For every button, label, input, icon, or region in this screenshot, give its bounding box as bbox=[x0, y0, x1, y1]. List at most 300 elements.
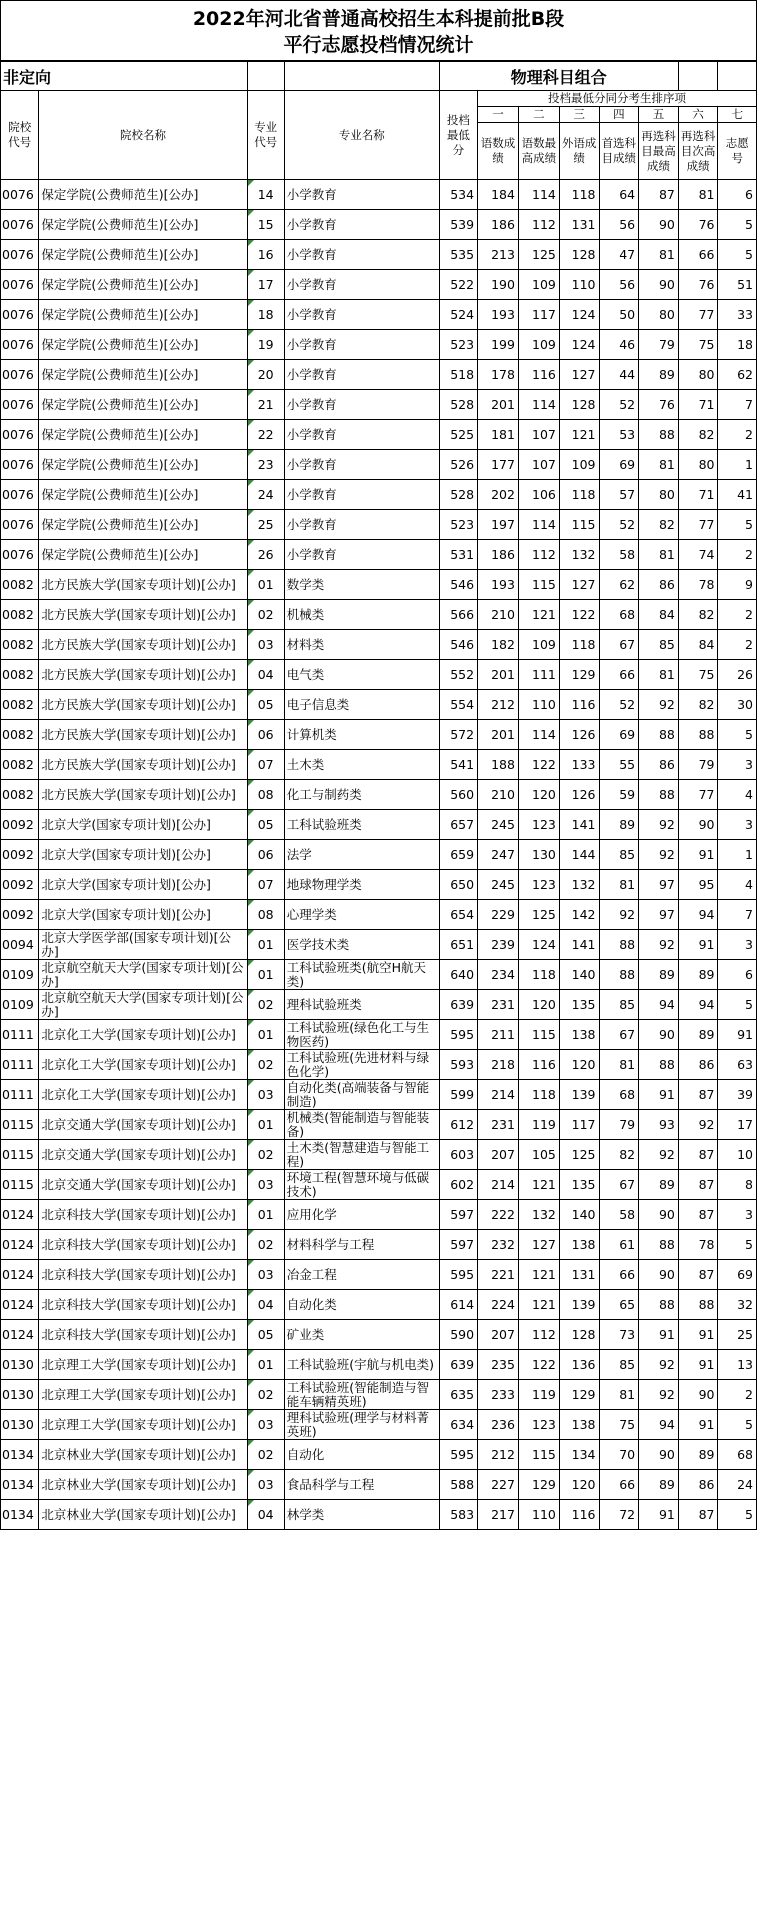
preference-no-cell: 2 bbox=[718, 1380, 757, 1410]
major-name-cell: 小学教育 bbox=[284, 480, 439, 510]
reselect-second-cell: 81 bbox=[678, 180, 718, 210]
chinese-math-max-cell: 121 bbox=[518, 1290, 559, 1320]
chinese-math-cell: 210 bbox=[478, 780, 519, 810]
foreign-language-cell: 109 bbox=[559, 450, 599, 480]
school-name-cell: 北方民族大学(国家专项计划)[公办] bbox=[39, 750, 247, 780]
major-code-cell bbox=[247, 1500, 284, 1530]
major-name-cell: 医学技术类 bbox=[284, 930, 439, 960]
major-name-cell: 小学教育 bbox=[284, 240, 439, 270]
reselect-max-cell: 86 bbox=[639, 750, 679, 780]
major-code-text: 07 bbox=[257, 757, 274, 772]
table-row bbox=[1, 1110, 757, 1140]
major-code-cell bbox=[247, 750, 284, 780]
school-code-cell: 0134 bbox=[1, 1500, 39, 1530]
major-code-text: 17 bbox=[257, 277, 274, 292]
min-score-cell: 560 bbox=[439, 780, 477, 810]
table-row bbox=[1, 1320, 757, 1350]
chinese-math-max-cell: 115 bbox=[518, 1440, 559, 1470]
foreign-language-cell: 139 bbox=[559, 1290, 599, 1320]
table-row bbox=[1, 210, 757, 240]
comment-marker-icon bbox=[248, 390, 254, 396]
chinese-math-cell: 245 bbox=[478, 810, 519, 840]
min-score-cell: 614 bbox=[439, 1290, 477, 1320]
school-code-cell: 0109 bbox=[1, 960, 39, 990]
comment-marker-icon bbox=[248, 660, 254, 666]
first-subject-cell: 89 bbox=[599, 810, 639, 840]
school-name-cell: 北京大学(国家专项计划)[公办] bbox=[39, 900, 247, 930]
reselect-max-cell: 92 bbox=[639, 1350, 679, 1380]
preference-no-cell: 62 bbox=[718, 360, 757, 390]
major-code-text: 02 bbox=[257, 1057, 274, 1072]
major-code-cell bbox=[247, 450, 284, 480]
major-code-cell bbox=[247, 510, 284, 540]
preference-no-cell: 91 bbox=[718, 1020, 757, 1050]
first-subject-cell: 67 bbox=[599, 1170, 639, 1200]
major-code-cell bbox=[247, 1260, 284, 1290]
school-code-cell: 0076 bbox=[1, 270, 39, 300]
school-code-cell: 0130 bbox=[1, 1380, 39, 1410]
school-code-cell: 0115 bbox=[1, 1140, 39, 1170]
reselect-second-cell: 71 bbox=[678, 480, 718, 510]
reselect-second-cell: 77 bbox=[678, 300, 718, 330]
chinese-math-cell: 245 bbox=[478, 870, 519, 900]
reselect-second-cell: 76 bbox=[678, 270, 718, 300]
chinese-math-cell: 231 bbox=[478, 1110, 519, 1140]
comment-marker-icon bbox=[248, 1380, 254, 1386]
major-name-cell: 小学教育 bbox=[284, 300, 439, 330]
chinese-math-max-cell: 114 bbox=[518, 510, 559, 540]
chinese-math-cell: 227 bbox=[478, 1470, 519, 1500]
min-score-cell: 523 bbox=[439, 330, 477, 360]
preference-no-cell: 39 bbox=[718, 1080, 757, 1110]
major-code-text: 05 bbox=[257, 1327, 274, 1342]
preference-no-cell: 3 bbox=[718, 1200, 757, 1230]
reselect-max-cell: 82 bbox=[639, 510, 679, 540]
school-name-cell: 保定学院(公费师范生)[公办] bbox=[39, 240, 247, 270]
school-name-cell: 保定学院(公费师范生)[公办] bbox=[39, 420, 247, 450]
major-code-cell bbox=[247, 180, 284, 210]
min-score-cell: 535 bbox=[439, 240, 477, 270]
school-code-cell: 0076 bbox=[1, 360, 39, 390]
major-code-cell bbox=[247, 330, 284, 360]
min-score-cell: 539 bbox=[439, 210, 477, 240]
school-name-cell: 北京化工大学(国家专项计划)[公办] bbox=[39, 1080, 247, 1110]
reselect-max-cell: 89 bbox=[639, 1470, 679, 1500]
school-code-cell: 0134 bbox=[1, 1440, 39, 1470]
foreign-language-cell: 140 bbox=[559, 960, 599, 990]
comment-marker-icon bbox=[248, 1170, 254, 1176]
chinese-math-max-cell: 110 bbox=[518, 690, 559, 720]
major-code-text: 03 bbox=[257, 1267, 274, 1282]
major-code-cell bbox=[247, 240, 284, 270]
major-code-text: 03 bbox=[257, 1477, 274, 1492]
school-code-cell: 0115 bbox=[1, 1170, 39, 1200]
major-code-text: 01 bbox=[257, 1027, 274, 1042]
table-row bbox=[1, 1200, 757, 1230]
major-code-cell bbox=[247, 210, 284, 240]
major-code-cell bbox=[247, 540, 284, 570]
reselect-max-cell: 88 bbox=[639, 1290, 679, 1320]
chinese-math-cell: 182 bbox=[478, 630, 519, 660]
min-score-cell: 603 bbox=[439, 1140, 477, 1170]
major-name-cell: 矿业类 bbox=[284, 1320, 439, 1350]
comment-marker-icon bbox=[248, 1410, 254, 1416]
chinese-math-max-cell: 114 bbox=[518, 720, 559, 750]
comment-marker-icon bbox=[248, 900, 254, 906]
foreign-language-cell: 129 bbox=[559, 660, 599, 690]
first-subject-cell: 57 bbox=[599, 480, 639, 510]
reselect-second-cell: 89 bbox=[678, 1020, 718, 1050]
reselect-max-cell: 92 bbox=[639, 690, 679, 720]
min-score-cell: 654 bbox=[439, 900, 477, 930]
table-row bbox=[1, 420, 757, 450]
reselect-second-cell: 87 bbox=[678, 1140, 718, 1170]
foreign-language-cell: 135 bbox=[559, 990, 599, 1020]
min-score-cell: 525 bbox=[439, 420, 477, 450]
chinese-math-max-cell: 116 bbox=[518, 1050, 559, 1080]
major-name-cell: 小学教育 bbox=[284, 210, 439, 240]
major-code-text: 08 bbox=[257, 787, 274, 802]
reselect-max-cell: 76 bbox=[639, 390, 679, 420]
foreign-language-cell: 129 bbox=[559, 1380, 599, 1410]
first-subject-cell: 53 bbox=[599, 420, 639, 450]
header-school-code: 院校代号 bbox=[1, 91, 39, 180]
comment-marker-icon bbox=[248, 1500, 254, 1506]
major-code-cell bbox=[247, 720, 284, 750]
min-score-cell: 541 bbox=[439, 750, 477, 780]
chinese-math-max-cell: 107 bbox=[518, 450, 559, 480]
school-code-cell: 0092 bbox=[1, 900, 39, 930]
reselect-second-cell: 91 bbox=[678, 1410, 718, 1440]
reselect-max-cell: 92 bbox=[639, 840, 679, 870]
major-code-cell bbox=[247, 1110, 284, 1140]
school-code-cell: 0076 bbox=[1, 240, 39, 270]
school-name-cell: 北京科技大学(国家专项计划)[公办] bbox=[39, 1260, 247, 1290]
min-score-cell: 526 bbox=[439, 450, 477, 480]
reselect-max-cell: 80 bbox=[639, 300, 679, 330]
reselect-max-cell: 81 bbox=[639, 540, 679, 570]
major-code-text: 03 bbox=[257, 1417, 274, 1432]
major-code-text: 05 bbox=[257, 817, 274, 832]
chinese-math-max-cell: 123 bbox=[518, 1410, 559, 1440]
preference-no-cell: 10 bbox=[718, 1140, 757, 1170]
min-score-cell: 588 bbox=[439, 1470, 477, 1500]
title-block bbox=[0, 0, 757, 61]
preference-no-cell: 51 bbox=[718, 270, 757, 300]
chinese-math-max-cell: 115 bbox=[518, 1020, 559, 1050]
header-chinese-math-max: 语数最高成绩 bbox=[518, 123, 559, 180]
reselect-max-cell: 88 bbox=[639, 1050, 679, 1080]
reselect-max-cell: 80 bbox=[639, 480, 679, 510]
min-score-cell: 639 bbox=[439, 1350, 477, 1380]
major-name-cell: 小学教育 bbox=[284, 360, 439, 390]
reselect-max-cell: 90 bbox=[639, 270, 679, 300]
reselect-max-cell: 90 bbox=[639, 1260, 679, 1290]
school-name-cell: 北京林业大学(国家专项计划)[公办] bbox=[39, 1470, 247, 1500]
chinese-math-max-cell: 122 bbox=[518, 750, 559, 780]
major-code-cell bbox=[247, 810, 284, 840]
major-code-cell bbox=[247, 1080, 284, 1110]
major-code-text: 07 bbox=[257, 877, 274, 892]
major-code-cell bbox=[247, 990, 284, 1020]
table-row bbox=[1, 660, 757, 690]
header-min-score: 投档最低分 bbox=[439, 91, 477, 180]
comment-marker-icon bbox=[248, 630, 254, 636]
major-code-cell bbox=[247, 690, 284, 720]
major-code-cell bbox=[247, 1200, 284, 1230]
reselect-max-cell: 90 bbox=[639, 1440, 679, 1470]
chinese-math-cell: 199 bbox=[478, 330, 519, 360]
chinese-math-max-cell: 109 bbox=[518, 270, 559, 300]
school-name-cell: 保定学院(公费师范生)[公办] bbox=[39, 210, 247, 240]
school-code-cell: 0124 bbox=[1, 1260, 39, 1290]
school-code-cell: 0092 bbox=[1, 840, 39, 870]
chinese-math-cell: 181 bbox=[478, 420, 519, 450]
comment-marker-icon bbox=[248, 1020, 254, 1026]
reselect-second-cell: 88 bbox=[678, 720, 718, 750]
comment-marker-icon bbox=[248, 480, 254, 486]
major-code-text: 20 bbox=[257, 367, 274, 382]
major-name-cell: 小学教育 bbox=[284, 540, 439, 570]
first-subject-cell: 46 bbox=[599, 330, 639, 360]
school-name-cell: 北京交通大学(国家专项计划)[公办] bbox=[39, 1140, 247, 1170]
major-code-cell bbox=[247, 480, 284, 510]
school-name-cell: 保定学院(公费师范生)[公办] bbox=[39, 510, 247, 540]
major-code-text: 02 bbox=[257, 997, 274, 1012]
first-subject-cell: 69 bbox=[599, 720, 639, 750]
first-subject-cell: 58 bbox=[599, 540, 639, 570]
foreign-language-cell: 120 bbox=[559, 1050, 599, 1080]
reselect-second-cell: 91 bbox=[678, 1320, 718, 1350]
comment-marker-icon bbox=[248, 750, 254, 756]
min-score-cell: 635 bbox=[439, 1380, 477, 1410]
preference-no-cell: 4 bbox=[718, 870, 757, 900]
school-name-cell: 北京交通大学(国家专项计划)[公办] bbox=[39, 1170, 247, 1200]
school-name-cell: 保定学院(公费师范生)[公办] bbox=[39, 270, 247, 300]
table-row bbox=[1, 750, 757, 780]
major-code-cell bbox=[247, 600, 284, 630]
major-name-cell: 工科试验班(智能制造与智能车辆精英班) bbox=[284, 1380, 439, 1410]
major-code-text: 03 bbox=[257, 637, 274, 652]
school-name-cell: 北京理工大学(国家专项计划)[公办] bbox=[39, 1350, 247, 1380]
chinese-math-max-cell: 105 bbox=[518, 1140, 559, 1170]
min-score-cell: 597 bbox=[439, 1200, 477, 1230]
comment-marker-icon bbox=[248, 1260, 254, 1266]
reselect-max-cell: 90 bbox=[639, 210, 679, 240]
major-name-cell: 电子信息类 bbox=[284, 690, 439, 720]
comment-marker-icon bbox=[248, 720, 254, 726]
first-subject-cell: 67 bbox=[599, 630, 639, 660]
chinese-math-cell: 207 bbox=[478, 1320, 519, 1350]
table-row bbox=[1, 390, 757, 420]
comment-marker-icon bbox=[248, 1050, 254, 1056]
major-name-cell: 土木类(智慧建造与智能工程) bbox=[284, 1140, 439, 1170]
major-code-text: 26 bbox=[257, 547, 274, 562]
reselect-second-cell: 87 bbox=[678, 1080, 718, 1110]
chinese-math-cell: 222 bbox=[478, 1200, 519, 1230]
foreign-language-cell: 128 bbox=[559, 240, 599, 270]
major-name-cell: 工科试验班类 bbox=[284, 810, 439, 840]
school-name-cell: 保定学院(公费师范生)[公办] bbox=[39, 180, 247, 210]
reselect-max-cell: 86 bbox=[639, 570, 679, 600]
chinese-math-max-cell: 117 bbox=[518, 300, 559, 330]
major-code-cell bbox=[247, 1170, 284, 1200]
major-code-cell bbox=[247, 1050, 284, 1080]
school-code-cell: 0076 bbox=[1, 480, 39, 510]
reselect-second-cell: 82 bbox=[678, 420, 718, 450]
reselect-second-cell: 91 bbox=[678, 840, 718, 870]
major-code-cell bbox=[247, 780, 284, 810]
table-row bbox=[1, 1470, 757, 1500]
reselect-max-cell: 88 bbox=[639, 720, 679, 750]
table-row bbox=[1, 720, 757, 750]
chinese-math-max-cell: 107 bbox=[518, 420, 559, 450]
foreign-language-cell: 118 bbox=[559, 180, 599, 210]
school-code-cell: 0111 bbox=[1, 1080, 39, 1110]
chinese-math-max-cell: 111 bbox=[518, 660, 559, 690]
reselect-max-cell: 94 bbox=[639, 1410, 679, 1440]
chinese-math-cell: 213 bbox=[478, 240, 519, 270]
min-score-cell: 595 bbox=[439, 1440, 477, 1470]
chinese-math-cell: 201 bbox=[478, 390, 519, 420]
first-subject-cell: 56 bbox=[599, 210, 639, 240]
reselect-max-cell: 81 bbox=[639, 660, 679, 690]
school-name-cell: 北京航空航天大学(国家专项计划)[公办] bbox=[39, 960, 247, 990]
comment-marker-icon bbox=[248, 1350, 254, 1356]
school-name-cell: 保定学院(公费师范生)[公办] bbox=[39, 540, 247, 570]
foreign-language-cell: 116 bbox=[559, 1500, 599, 1530]
comment-marker-icon bbox=[248, 540, 254, 546]
comment-marker-icon bbox=[248, 360, 254, 366]
reselect-second-cell: 78 bbox=[678, 1230, 718, 1260]
major-name-cell: 土木类 bbox=[284, 750, 439, 780]
major-code-text: 19 bbox=[257, 337, 274, 352]
header-school-name: 院校名称 bbox=[39, 91, 247, 180]
school-code-cell: 0076 bbox=[1, 300, 39, 330]
chinese-math-max-cell: 110 bbox=[518, 1500, 559, 1530]
preference-no-cell: 30 bbox=[718, 690, 757, 720]
chinese-math-max-cell: 121 bbox=[518, 600, 559, 630]
school-name-cell: 北京大学(国家专项计划)[公办] bbox=[39, 840, 247, 870]
reselect-max-cell: 79 bbox=[639, 330, 679, 360]
preference-no-cell: 8 bbox=[718, 1170, 757, 1200]
first-subject-cell: 56 bbox=[599, 270, 639, 300]
preference-no-cell: 32 bbox=[718, 1290, 757, 1320]
min-score-cell: 528 bbox=[439, 390, 477, 420]
chinese-math-max-cell: 129 bbox=[518, 1470, 559, 1500]
preference-no-cell: 18 bbox=[718, 330, 757, 360]
reselect-second-cell: 77 bbox=[678, 780, 718, 810]
chinese-math-max-cell: 115 bbox=[518, 570, 559, 600]
major-code-cell bbox=[247, 960, 284, 990]
table-row bbox=[1, 810, 757, 840]
chinese-math-cell: 232 bbox=[478, 1230, 519, 1260]
major-code-text: 01 bbox=[257, 1357, 274, 1372]
first-subject-cell: 50 bbox=[599, 300, 639, 330]
first-subject-cell: 65 bbox=[599, 1290, 639, 1320]
chinese-math-cell: 197 bbox=[478, 510, 519, 540]
major-name-cell: 食品科学与工程 bbox=[284, 1470, 439, 1500]
preference-no-cell: 6 bbox=[718, 180, 757, 210]
table-row bbox=[1, 540, 757, 570]
school-code-cell: 0076 bbox=[1, 180, 39, 210]
foreign-language-cell: 139 bbox=[559, 1080, 599, 1110]
preference-no-cell: 33 bbox=[718, 300, 757, 330]
major-code-cell bbox=[247, 1380, 284, 1410]
comment-marker-icon bbox=[248, 780, 254, 786]
reselect-second-cell: 79 bbox=[678, 750, 718, 780]
major-name-cell: 小学教育 bbox=[284, 420, 439, 450]
chinese-math-cell: 202 bbox=[478, 480, 519, 510]
min-score-cell: 546 bbox=[439, 630, 477, 660]
major-code-text: 01 bbox=[257, 937, 274, 952]
reselect-second-cell: 87 bbox=[678, 1170, 718, 1200]
min-score-cell: 523 bbox=[439, 510, 477, 540]
preference-no-cell: 1 bbox=[718, 450, 757, 480]
first-subject-cell: 59 bbox=[599, 780, 639, 810]
reselect-max-cell: 90 bbox=[639, 1020, 679, 1050]
major-code-text: 15 bbox=[257, 217, 274, 232]
reselect-second-cell: 80 bbox=[678, 450, 718, 480]
min-score-cell: 595 bbox=[439, 1020, 477, 1050]
table-row bbox=[1, 1020, 757, 1050]
major-code-cell bbox=[247, 390, 284, 420]
major-name-cell: 环境工程(智慧环境与低碳技术) bbox=[284, 1170, 439, 1200]
comment-marker-icon bbox=[248, 1290, 254, 1296]
major-code-text: 02 bbox=[257, 1147, 274, 1162]
table-row bbox=[1, 1380, 757, 1410]
major-name-cell: 理科试验班(理学与材料菁英班) bbox=[284, 1410, 439, 1440]
first-subject-cell: 58 bbox=[599, 1200, 639, 1230]
chinese-math-cell: 212 bbox=[478, 1440, 519, 1470]
table-row bbox=[1, 1080, 757, 1110]
table-row bbox=[1, 180, 757, 210]
reselect-max-cell: 89 bbox=[639, 1170, 679, 1200]
preference-no-cell: 2 bbox=[718, 630, 757, 660]
min-score-cell: 552 bbox=[439, 660, 477, 690]
major-code-text: 04 bbox=[257, 1507, 274, 1522]
preference-no-cell: 4 bbox=[718, 780, 757, 810]
header-order-1: 一 bbox=[478, 107, 519, 123]
first-subject-cell: 81 bbox=[599, 870, 639, 900]
preference-no-cell: 25 bbox=[718, 1320, 757, 1350]
chinese-math-cell: 221 bbox=[478, 1260, 519, 1290]
table-row bbox=[1, 690, 757, 720]
comment-marker-icon bbox=[248, 600, 254, 606]
school-code-cell: 0082 bbox=[1, 690, 39, 720]
min-score-cell: 597 bbox=[439, 1230, 477, 1260]
reselect-max-cell: 89 bbox=[639, 360, 679, 390]
header-order-6: 六 bbox=[678, 107, 718, 123]
major-code-cell bbox=[247, 1020, 284, 1050]
chinese-math-cell: 214 bbox=[478, 1080, 519, 1110]
table-row bbox=[1, 240, 757, 270]
chinese-math-cell: 239 bbox=[478, 930, 519, 960]
chinese-math-cell: 231 bbox=[478, 990, 519, 1020]
page-subtitle: 平行志愿投档情况统计 bbox=[283, 34, 474, 56]
min-score-cell: 590 bbox=[439, 1320, 477, 1350]
foreign-language-cell: 127 bbox=[559, 570, 599, 600]
foreign-language-cell: 138 bbox=[559, 1230, 599, 1260]
major-code-cell bbox=[247, 930, 284, 960]
chinese-math-cell: 235 bbox=[478, 1350, 519, 1380]
comment-marker-icon bbox=[248, 1440, 254, 1446]
min-score-cell: 554 bbox=[439, 690, 477, 720]
chinese-math-max-cell: 112 bbox=[518, 540, 559, 570]
comment-marker-icon bbox=[248, 930, 254, 936]
major-name-cell: 冶金工程 bbox=[284, 1260, 439, 1290]
preference-no-cell: 63 bbox=[718, 1050, 757, 1080]
